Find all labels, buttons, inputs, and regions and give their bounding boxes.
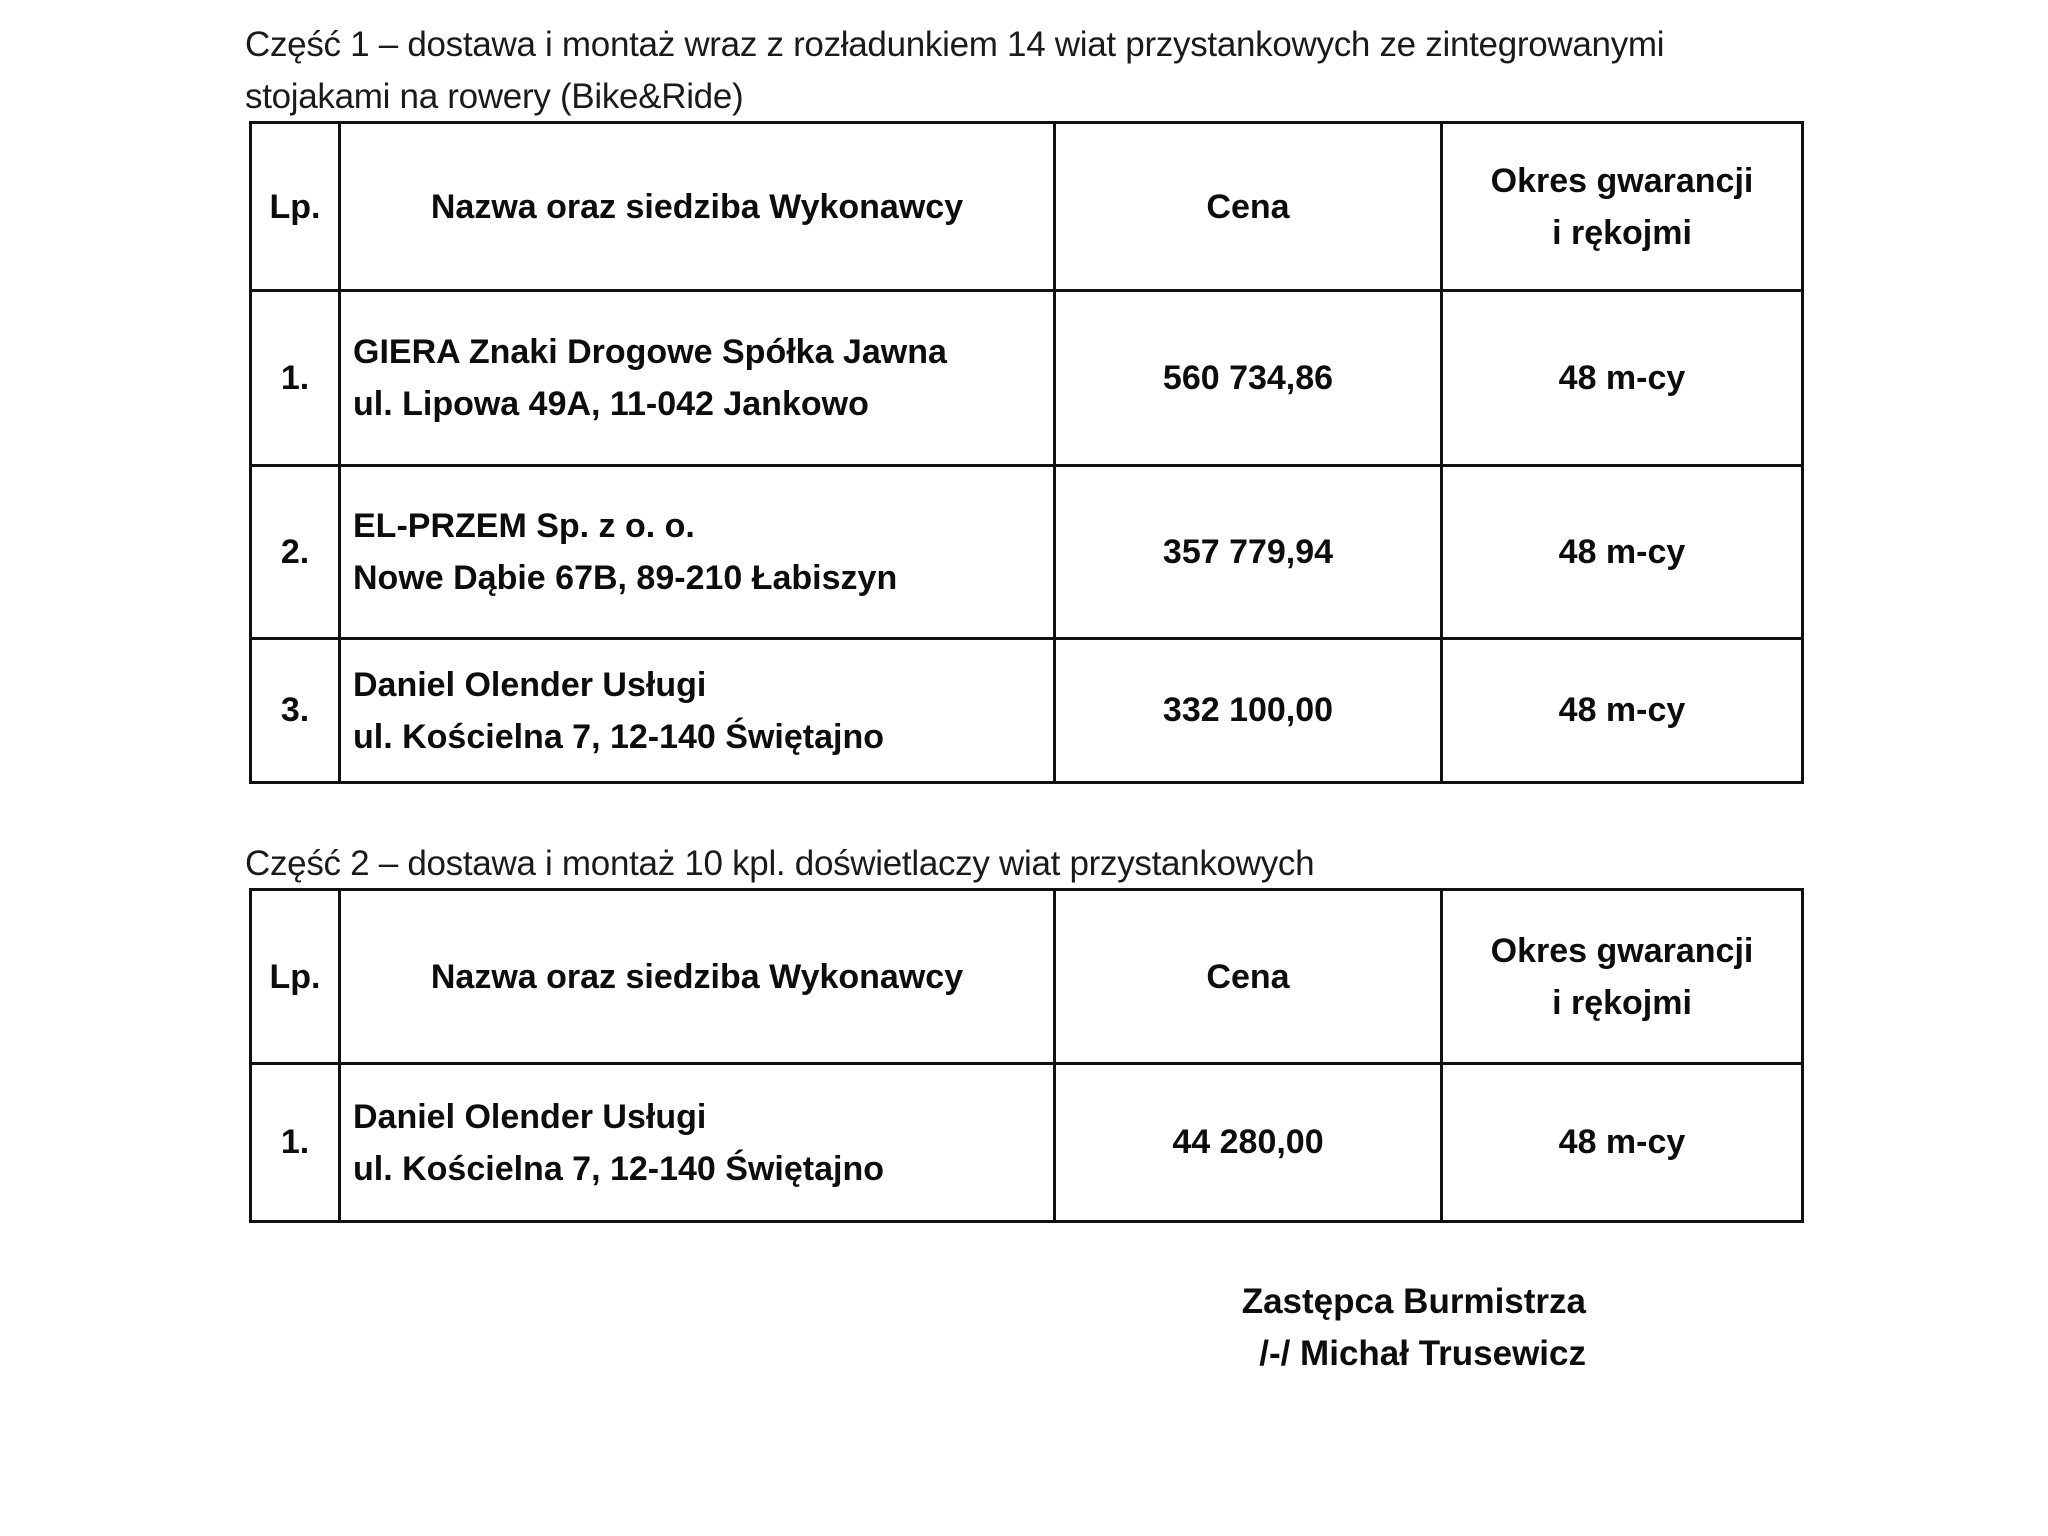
row-number: 2. — [251, 466, 340, 639]
warranty-cell: 48 m-cy — [1442, 639, 1803, 783]
contractor-name: GIERA Znaki Drogowe Spółka Jawna — [353, 333, 947, 371]
signature-block — [1236, 1276, 1586, 1380]
column-header-warranty-line: Okres gwarancji — [1490, 931, 1754, 970]
table-row — [251, 466, 1803, 639]
column-header-warranty-line: i rękojmi — [1552, 983, 1692, 1022]
warranty-cell: 48 m-cy — [1442, 1064, 1803, 1222]
price-cell: 44 280,00 — [1055, 1064, 1442, 1222]
contractor-name: EL-PRZEM Sp. z o. o. — [353, 507, 695, 545]
column-header-price: Cena — [1055, 123, 1442, 291]
column-header-name: Nazwa oraz siedziba Wykonawcy — [340, 123, 1055, 291]
contractor-name: Daniel Olender Usługi — [353, 1097, 707, 1136]
contractor-cell — [340, 291, 1055, 466]
price-cell: 357 779,94 — [1055, 466, 1442, 639]
warranty-cell: 48 m-cy — [1442, 291, 1803, 466]
price-cell: 332 100,00 — [1055, 639, 1442, 783]
part1-heading-line: Część 1 – dostawa i montaż wraz z rozładunkiem 14 wiat przystankowych ze zintegrowanymi — [245, 25, 1665, 64]
column-header-lp: Lp. — [251, 890, 340, 1064]
column-header-name: Nazwa oraz siedziba Wykonawcy — [340, 890, 1055, 1064]
contractor-cell — [340, 1064, 1055, 1222]
column-header-warranty — [1442, 890, 1803, 1064]
price-cell: 560 734,86 — [1055, 291, 1442, 466]
contractor-address: ul. Kościelna 7, 12-140 Świętajno — [353, 1149, 884, 1188]
row-number: 3. — [251, 639, 340, 783]
part2-heading — [245, 838, 1845, 890]
contractor-cell — [340, 466, 1055, 639]
column-header-price: Cena — [1055, 890, 1442, 1064]
contractor-cell — [340, 639, 1055, 783]
signature-title: Zastępca Burmistrza — [1241, 1282, 1586, 1321]
signature-name: /-/ Michał Trusewicz — [1259, 1334, 1586, 1373]
column-header-warranty-line: Okres gwarancji — [1490, 161, 1754, 200]
part1-heading — [245, 19, 1845, 123]
column-header-warranty-line: i rękojmi — [1552, 213, 1692, 252]
part1-offers-table — [249, 121, 1804, 784]
part2-heading-line: Część 2 – dostawa i montaż 10 kpl. doświetlaczy wiat przystankowych — [245, 844, 1315, 883]
contractor-name: Daniel Olender Usługi — [353, 665, 707, 704]
contractor-address: ul. Lipowa 49A, 11-042 Jankowo — [353, 385, 869, 423]
table-header-row — [251, 890, 1803, 1064]
part2-offers-table — [249, 888, 1804, 1223]
contractor-address: ul. Kościelna 7, 12-140 Świętajno — [353, 717, 884, 756]
row-number: 1. — [251, 291, 340, 466]
column-header-lp: Lp. — [251, 123, 340, 291]
column-header-warranty — [1442, 123, 1803, 291]
part1-heading-line: stojakami na rowery (Bike&Ride) — [245, 77, 744, 116]
row-number: 1. — [251, 1064, 340, 1222]
warranty-cell: 48 m-cy — [1442, 466, 1803, 639]
contractor-address: Nowe Dąbie 67B, 89-210 Łabiszyn — [353, 559, 898, 597]
table-row — [251, 291, 1803, 466]
table-row — [251, 1064, 1803, 1222]
table-row — [251, 639, 1803, 783]
table-header-row — [251, 123, 1803, 291]
